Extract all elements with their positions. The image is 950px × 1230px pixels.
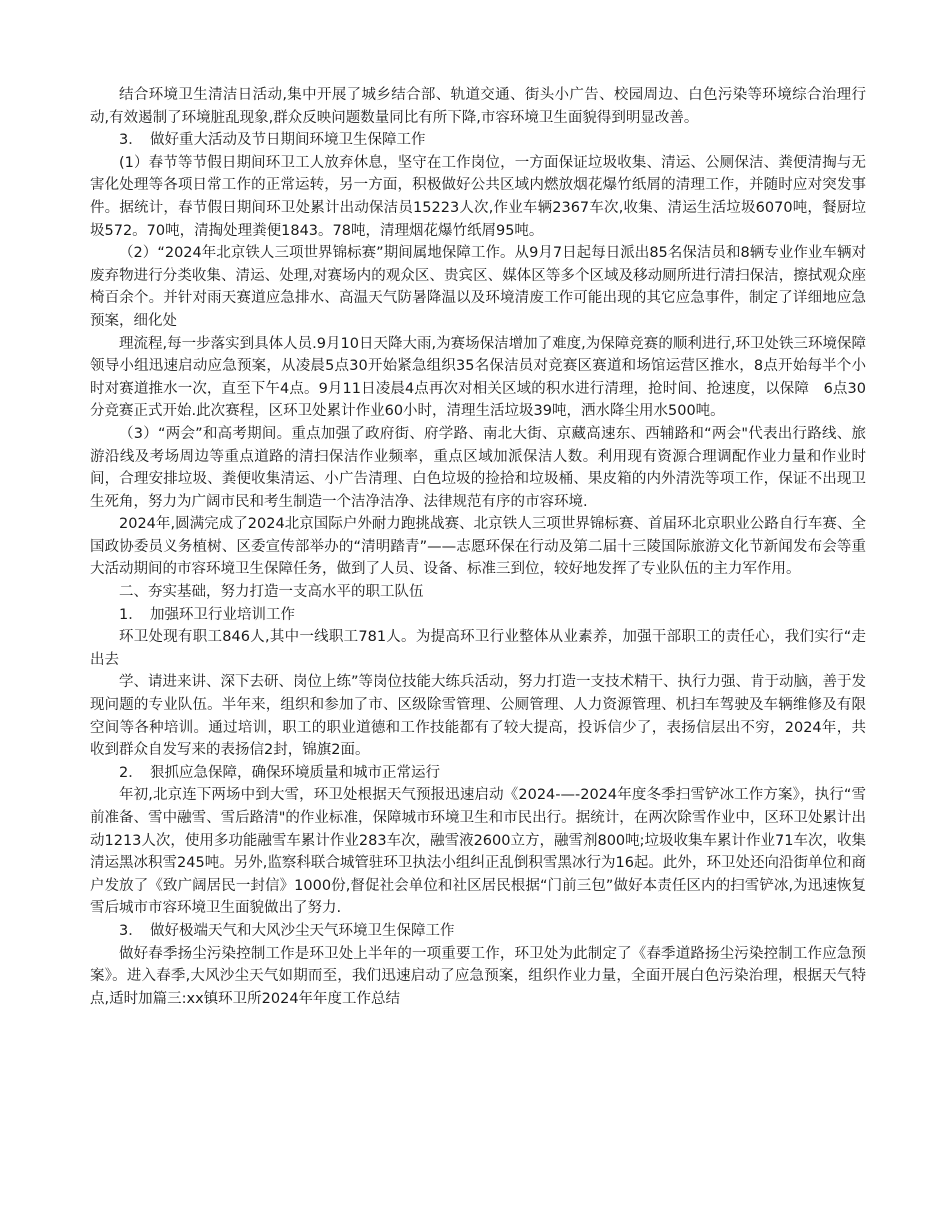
paragraph-spring-festival: (1）春节等节假日期间环卫工人放弃休息，坚守在工作岗位，一方面保证垃圾收集、清运、公厕保洁、粪便清掏与无害化处理等各项日常工作的正常运转，另一方面，积极做好公共区域内燃放烟花爆竹纸屑的清理工作，并随时应对突发事件。据统计，春节假日期间环卫处累计出动保洁员15223人次,作业车辆2367车次,收集、清运生活垃圾6070吨，餐厨垃圾572。70吨，清掏处理粪便1843。78吨，清理烟花爆竹纸屑95吨。 — [90, 154, 866, 239]
heading-extreme-weather: 3． 做好极端天气和大风沙尘天气环境卫生保障工作 — [119, 922, 455, 939]
paragraph-triathlon: （2）“2024年北京铁人三项世界锦标赛”期间属地保障工作。从9月7日起每日派出85名保洁员和8辆专业作业车辆对废弃物进行分类收集、清运、处理,对赛场内的观众区、贵宾区、媒体区等多个区域及移动厕所进行清扫保洁，擦拭观众座椅百余个。并针对雨天赛道应急排水、高温天气防暑降温以及环境清废工作可能出现的其它应急事件，制定了详细地应急预案，细化处 — [90, 245, 866, 329]
paragraph-snow: 年初,北京连下两场中到大雪，环卫处根据天气预报迅速启动《2024-—-2024年度冬季扫雪铲冰工作方案》，执行“雪前准备、雪中融雪、雪后路清"的作业标准，保障城市环境卫生和市民出行。据统计，在两次除雪作业中，区环卫处累计出动1213人次，使用多功能融雪车累计作业283车次，融雪液2600立方，融雪剂800吨;垃圾收集车累计作业71车次，收集清运黑冰积雪245吨。另外,监察科联合城管驻环卫执法小组纠正乱倒积雪黑冰行为16起。此外，环卫处还向沿街单位和商户发放了《致广阔居民一封信》1000份,督促社会单位和社区居民根据“门前三包”做好本责任区内的扫雪铲冰,为迅速恢复雪后城市市容环境卫生面貌做出了努力. — [90, 787, 866, 917]
paragraph-cleaning-day: 结合环境卫生清洁日活动,集中开展了城乡结合部、轨道交通、街头小广告、校园周边、白色污染等环境综合治理行动,有效遏制了环境脏乱现象,群众反映问题数量同比有所下降,市容环境卫生面貌得到明显改善。 — [90, 87, 866, 126]
paragraph-staff: 环卫处现有职工846人,其中一线职工781人。为提高环卫行业整体从业素养，加强干部职工的责任心，我们实行“走出去 — [90, 629, 866, 668]
heading-training: 1． 加强环卫行业培训工作 — [119, 606, 295, 623]
paragraph-triathlon-continued: 理流程,每一步落实到具体人员.9月10日天降大雨,为赛场保洁增加了难度,为保障竞赛的顺利进行,环卫处铁三环境保障领导小组迅速启动应急预案，从凌晨5点30开始紧急组织35名保洁员对竞赛区赛道和场馆运营区推水，8点开始每半个小时对赛道推水一次，直至下午4点。9月11日凌晨4点再次对相关区域的积水进行清理，抢时间、抢速度，以保障 6点30分竞赛正式开始.此次赛程，区环卫处累计作业60小时，清理生活垃圾39吨，洒水降尘用水500吨。 — [90, 335, 866, 420]
heading-section-two: 二、夯实基础，努力打造一支高水平的职工队伍 — [119, 584, 424, 601]
paragraph-training-continued: 学、请进来讲、深下去研、岗位上练”等岗位技能大练兵活动，努力打造一支技术精干、执行力强、肯于动脑，善于发现问题的专业队伍。半年来，组织和参加了市、区级除雪管理、公厕管理、人力资源管理、机扫车驾驶及车辆维修及有限空间等各种培训。通过培训，职工的职业道德和工作技能都有了较大提高，投诉信少了，表扬信层出不穷，2024年，共收到群众自发写来的表扬信2封，锦旗2面。 — [90, 674, 867, 759]
paragraph-dust-control: 做好春季扬尘污染控制工作是环卫处上半年的一项重要工作，环卫处为此制定了《春季道路扬尘污染控制工作应急预案》。进入春季,大风沙尘天气如期而至，我们迅速启动了应急预案，组织作业力量，全面开展白色污染治理，根据天气特点,适时加篇三:xx镇环卫所2024年年度工作总结 — [90, 945, 866, 1007]
paragraph-two-sessions: （3）“两会”和高考期间。重点加强了政府街、府学路、南北大街、京藏高速东、西辅路和“两会"代表出行路线、旅游沿线及考场周边等重点道路的清扫保洁作业频率，重点区域加派保洁人数。利用现有资源合理调配作业力量和作业时间，合理安排垃圾、粪便收集清运、小广告清理、白色垃圾的捡拾和垃圾桶、果皮箱的内外清洗等项工作，保证不出现卫生死角，努力为广阔市民和考生制造一个洁净洁净、法律规范有序的市容环境. — [90, 425, 866, 510]
heading-emergency: 2． 狠抓应急保障，确保环境质量和城市正常运行 — [119, 764, 440, 781]
paragraph-2024-summary: 2024年,圆满完成了2024北京国际户外耐力跑挑战赛、北京铁人三项世界锦标赛、首届环北京职业公路自行车赛、全国政协委员义务植树、区委宣传部举办的“清明踏青”——志愿环保在行动及第二届十三陵国际旅游文化节新闻发布会等重大活动期间的市容环境卫生保障任务，做到了人员、设备、标准三到位，较好地发挥了专业队伍的主力军作用。 — [90, 516, 866, 578]
heading-major-events: 3． 做好重大活动及节日期间环境卫生保障工作 — [119, 132, 426, 149]
